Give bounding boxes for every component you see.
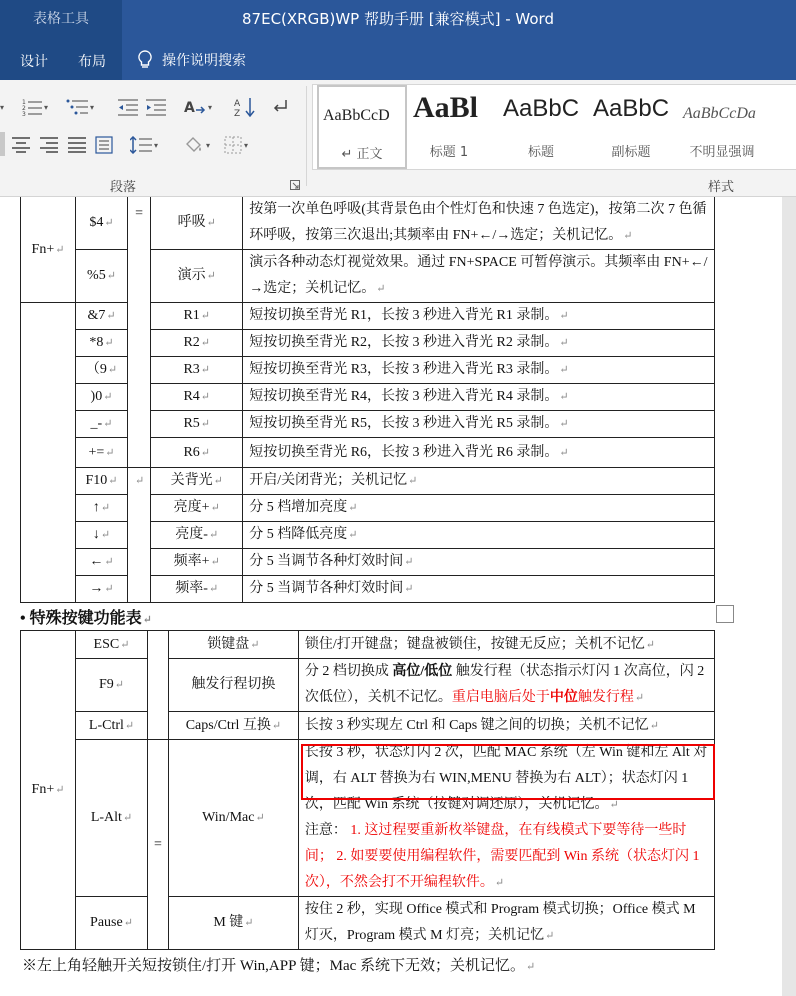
numbering-button[interactable] xyxy=(22,96,48,118)
shading-button[interactable] xyxy=(184,134,210,156)
style-sample: AaBl xyxy=(413,91,479,124)
key-cell: ESC↵ xyxy=(76,631,148,659)
paint-bucket-icon xyxy=(184,136,204,154)
table-row xyxy=(21,631,715,659)
table-row xyxy=(21,522,715,549)
description-cell: 演示各种动态灯视觉效果。通过 FN+SPACE 可暂停演示。其频率由 FN+←/→选定；关机记忆。↵ xyxy=(243,250,715,303)
function-cell: 呼吸↵ xyxy=(151,197,243,250)
description-cell: 长按 3 秒实现左 Ctrl 和 Caps 键之间的切换；关机不记忆↵ xyxy=(298,712,714,740)
group-divider xyxy=(306,86,307,186)
align-right-icon xyxy=(40,137,58,153)
distributed-button[interactable] xyxy=(94,134,114,156)
asian-layout-button[interactable] xyxy=(184,96,212,118)
function-cell: 亮度-↵ xyxy=(151,522,243,549)
table-row xyxy=(21,576,715,603)
fn-cell: Fn+↵ xyxy=(21,631,76,950)
chevron-down-icon: ▾ xyxy=(0,102,5,112)
distributed-icon xyxy=(94,136,114,154)
key-cell: L-Ctrl↵ xyxy=(76,712,148,740)
description-cell: 分 5 当调节各种灯效时间↵ xyxy=(243,549,715,576)
description-cell: 分 5 档降低亮度↵ xyxy=(243,522,715,549)
description-cell: 按第一次单色呼吸(其背景色由个性灯色和快速 7 色选定)，按第二次 7 色循环呼吸，按第三次退出;其频率由 FN+←/→选定；关机记忆。↵ xyxy=(243,197,715,250)
description-cell: 锁住/打开键盘；键盘被锁住，按键无反应；关机不记忆↵ xyxy=(298,631,714,659)
blank-cell: ↵ xyxy=(128,468,151,603)
blank-cell xyxy=(148,631,169,740)
description-cell: 开启/关闭背光；关机记忆↵ xyxy=(243,468,715,495)
function-cell: Caps/Ctrl 互换↵ xyxy=(168,712,298,740)
key-cell: F10↵ xyxy=(76,468,128,495)
table-row xyxy=(21,411,715,438)
increase-indent-button[interactable] xyxy=(146,96,166,118)
key-cell: （9↵ xyxy=(76,357,128,384)
decrease-indent-button[interactable] xyxy=(118,96,138,118)
description-cell: 短按切换至背光 R5，长按 3 秒进入背光 R5 录制。↵ xyxy=(243,411,715,438)
eq-cell: = xyxy=(128,197,151,468)
svg-text:1: 1 xyxy=(22,99,26,106)
function-cell: 频率+↵ xyxy=(151,549,243,576)
style-name: 副标题 xyxy=(611,145,651,160)
eq-cell: = xyxy=(148,740,169,950)
function-cell: 演示↵ xyxy=(151,250,243,303)
key-cell: $4↵ xyxy=(76,197,128,250)
description-cell: 分 5 当调节各种灯效时间↵ xyxy=(243,576,715,603)
table-row xyxy=(21,712,715,740)
context-tab-label: 表格工具 xyxy=(33,11,89,27)
line-spacing-icon xyxy=(130,136,152,154)
style-subtle-emphasis[interactable] xyxy=(679,85,796,169)
function-cell: R3↵ xyxy=(151,357,243,384)
function-cell: R1↵ xyxy=(151,303,243,330)
paragraph-group-label: 段落 xyxy=(110,180,137,195)
align-right-button[interactable] xyxy=(40,134,58,156)
document-page xyxy=(0,197,782,996)
style-normal[interactable] xyxy=(317,85,407,169)
key-cell: Pause↵ xyxy=(76,897,148,950)
key-cell: &7↵ xyxy=(76,303,128,330)
description-cell: 短按切换至背光 R6，长按 3 秒进入背光 R6 录制。↵ xyxy=(243,438,715,468)
style-sample: AaBbCcD xyxy=(323,107,390,124)
description-cell: 按住 2 秒，实现 Office 模式和 Program 模式切换；Office 模式 M 灯灭，Program 模式 M 灯亮；关机记忆↵ xyxy=(298,897,714,950)
table-row xyxy=(21,357,715,384)
sort-icon xyxy=(234,97,256,117)
style-sample: AaBbC xyxy=(503,95,580,122)
decrease-indent-icon xyxy=(118,98,138,116)
style-name: 不明显强调 xyxy=(689,145,755,160)
key-cell: )0↵ xyxy=(76,384,128,411)
dialog-launcher-icon[interactable] xyxy=(290,180,300,190)
table-row xyxy=(21,897,715,950)
svg-text:Z: Z xyxy=(234,109,241,117)
table-row xyxy=(21,303,715,330)
title-bar xyxy=(0,0,796,80)
table-row xyxy=(21,468,715,495)
tell-me-search[interactable] xyxy=(138,48,246,72)
function-cell: 锁键盘↵ xyxy=(168,631,298,659)
key-cell: ↑↵ xyxy=(76,495,128,522)
function-cell: 亮度+↵ xyxy=(151,495,243,522)
tell-me-label: 操作说明搜索 xyxy=(162,53,246,69)
key-cell: *8↵ xyxy=(76,330,128,357)
numbering-icon xyxy=(22,98,42,116)
increase-indent-icon xyxy=(146,98,166,116)
align-center-button[interactable] xyxy=(12,134,30,156)
vertical-scrollbar[interactable] xyxy=(782,197,796,996)
table-row xyxy=(21,438,715,468)
table-row xyxy=(21,330,715,357)
key-cell: _-↵ xyxy=(76,411,128,438)
sort-button[interactable] xyxy=(234,96,256,118)
table-row xyxy=(21,250,715,303)
key-cell: F9↵ xyxy=(76,659,148,712)
description-cell: 短按切换至背光 R1，长按 3 秒进入背光 R1 录制。↵ xyxy=(243,303,715,330)
blank-cell xyxy=(21,303,76,603)
style-name: 标题 xyxy=(527,145,554,160)
function-cell: R4↵ xyxy=(151,384,243,411)
function-cell: R6↵ xyxy=(151,438,243,468)
table-row xyxy=(21,495,715,522)
style-sample: AaBbCcDa xyxy=(683,105,756,122)
key-cell: +=↵ xyxy=(76,438,128,468)
table-move-handle[interactable] xyxy=(716,605,734,623)
table-row xyxy=(21,197,715,250)
style-title[interactable] xyxy=(499,85,583,169)
chevron-down-icon: ▾ xyxy=(90,102,95,112)
asian-layout-icon xyxy=(184,98,206,116)
svg-text:3: 3 xyxy=(22,111,26,116)
svg-text:A: A xyxy=(234,99,241,109)
lightbulb-icon xyxy=(138,50,152,70)
description-cell: 短按切换至背光 R4，长按 3 秒进入背光 R4 录制。↵ xyxy=(243,384,715,411)
svg-text:2: 2 xyxy=(22,105,26,112)
styles-gallery xyxy=(312,84,796,170)
tab-layout[interactable]: 布局 xyxy=(78,54,106,70)
chevron-down-icon: ▾ xyxy=(208,102,213,112)
line-spacing-button[interactable] xyxy=(130,134,158,156)
multilevel-list-icon xyxy=(66,98,88,116)
list-dropdown[interactable] xyxy=(0,96,4,118)
svg-text:A: A xyxy=(184,100,195,116)
section-heading: • 特殊按键功能表↵ xyxy=(20,610,152,627)
borders-icon xyxy=(224,136,242,154)
chevron-down-icon: ▾ xyxy=(244,140,249,150)
ribbon xyxy=(0,80,796,197)
table-row xyxy=(21,740,715,897)
footnote: ※左上角轻触开关短按锁住/打开 Win,APP 键；Mac 系统下无效；关机记忆。↵ xyxy=(22,958,536,974)
function-cell: 频率-↵ xyxy=(151,576,243,603)
fn-cell: Fn+↵ xyxy=(21,197,76,303)
justify-icon xyxy=(68,137,86,153)
chevron-down-icon: ▾ xyxy=(206,140,211,150)
description-cell: 短按切换至背光 R2，长按 3 秒进入背光 R2 录制。↵ xyxy=(243,330,715,357)
key-cell: ↓↵ xyxy=(76,522,128,549)
align-left-button-selected[interactable] xyxy=(0,132,5,156)
key-cell: ←↵ xyxy=(76,549,128,576)
chevron-down-icon: ▾ xyxy=(44,102,49,112)
key-cell: →↵ xyxy=(76,576,128,603)
styles-group-label: 样式 xyxy=(708,180,735,195)
key-cell: L-Alt↵ xyxy=(76,740,148,897)
window-title: 87EC(XRGB)WP 帮助手册 [兼容模式] - Word xyxy=(242,10,554,28)
function-cell: R2↵ xyxy=(151,330,243,357)
backlight-function-table xyxy=(20,197,715,603)
description-cell: 短按切换至背光 R3，长按 3 秒进入背光 R3 录制。↵ xyxy=(243,357,715,384)
description-cell: 长按 3 秒，状态灯闪 2 次，匹配 MAC 系统（左 Win 键和左 Alt 对调，右 ALT 替换为右 WIN,MENU 替换为右 ALT）；状态灯闪 1 次，匹配 Win 系统（按键对调还原），关机记忆。↵ 注意： 1. 这过程要重新枚举键盘，在有线模式下要等待一些时间； 2. 如要要使用编程软件，需要匹配到 Win 系统（状态灯闪 1 次），不然会打不开编程软件。↵ xyxy=(298,740,714,897)
description-cell: 分 5 档增加亮度↵ xyxy=(243,495,715,522)
style-name: ↵ 正文 xyxy=(341,147,383,162)
show-paragraph-marks-button[interactable] xyxy=(272,96,288,118)
paragraph-mark-icon xyxy=(272,98,288,116)
function-cell: Win/Mac↵ xyxy=(168,740,298,897)
borders-button[interactable] xyxy=(224,134,248,156)
style-subtitle[interactable] xyxy=(589,85,673,169)
style-heading-1[interactable] xyxy=(409,85,489,169)
table-row xyxy=(21,384,715,411)
function-cell: 触发行程切换 xyxy=(168,659,298,712)
description-cell: 分 2 档切换成 高位/低位 触发行程（状态指示灯闪 1 次高位，闪 2 次低位），关机不记忆。重启电脑后处于中位触发行程↵ xyxy=(298,659,714,712)
style-sample: AaBbC xyxy=(593,95,670,122)
align-center-icon xyxy=(12,137,30,153)
special-keys-table xyxy=(20,630,715,950)
justify-button[interactable] xyxy=(68,134,86,156)
function-cell: M 键↵ xyxy=(168,897,298,950)
tab-design[interactable]: 设计 xyxy=(20,54,48,70)
chevron-down-icon: ▾ xyxy=(154,140,159,150)
key-cell: %5↵ xyxy=(76,250,128,303)
function-cell: R5↵ xyxy=(151,411,243,438)
table-row xyxy=(21,549,715,576)
table-row xyxy=(21,659,715,712)
multilevel-list-button[interactable] xyxy=(66,96,94,118)
style-name: 标题 1 xyxy=(429,145,469,160)
function-cell: 关背光↵ xyxy=(151,468,243,495)
